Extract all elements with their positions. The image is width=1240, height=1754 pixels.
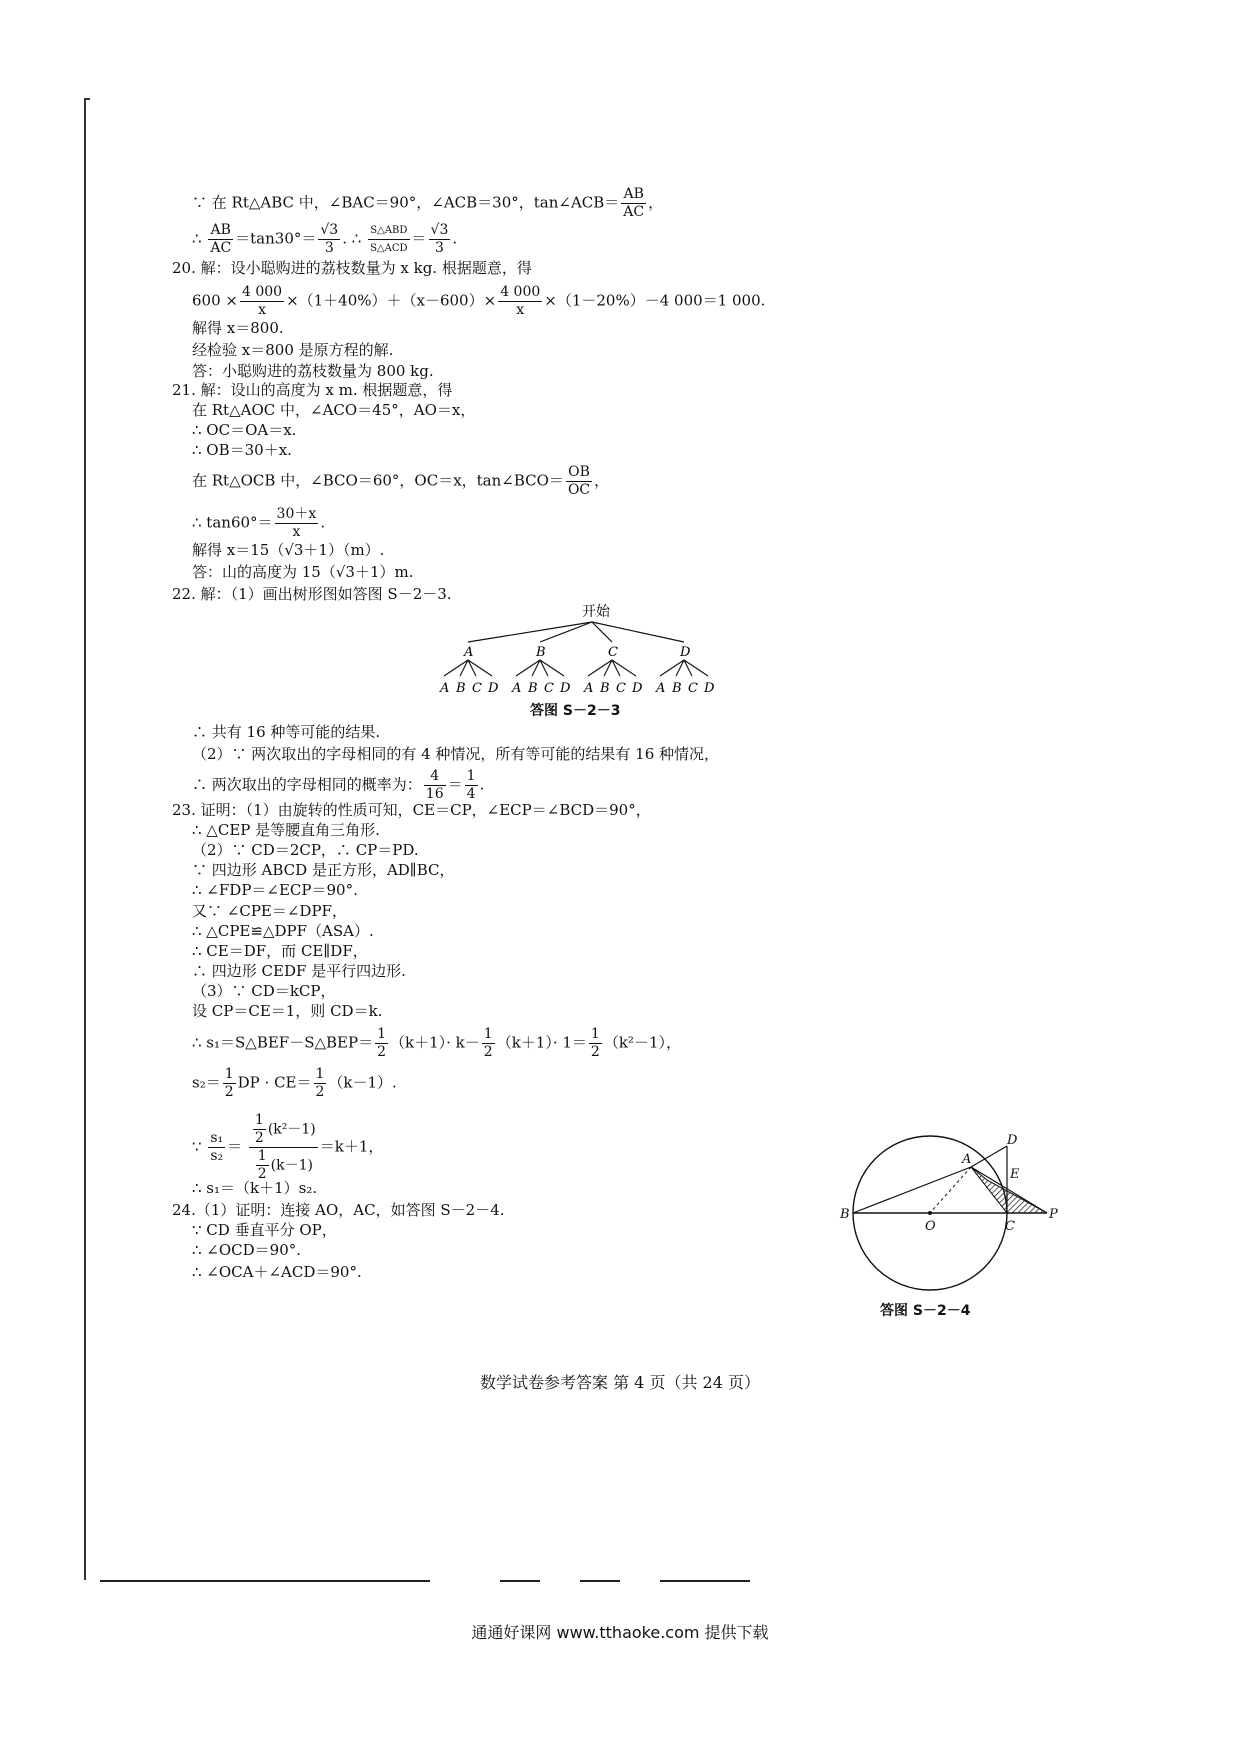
den: AC xyxy=(623,204,645,220)
tree-leaf-cc: C xyxy=(616,681,626,696)
text: ∴ tan60°＝ xyxy=(192,513,273,532)
label-o: O xyxy=(925,1219,936,1234)
num: AB xyxy=(208,222,233,240)
fraction-half xyxy=(314,1066,327,1101)
q23-step-12 xyxy=(192,1066,397,1101)
text: ∴ s₁＝S△BEF－S△BEP＝ xyxy=(192,1033,374,1052)
tree-node-d: D xyxy=(680,645,691,660)
fraction xyxy=(465,768,478,803)
circle-caption: 答图 S－2－4 xyxy=(880,1303,971,1319)
text: . xyxy=(479,775,485,794)
tree-level-1 xyxy=(463,645,691,660)
text: ∴ xyxy=(192,229,202,248)
bottom-rule-1 xyxy=(100,1580,430,1582)
fraction-half xyxy=(253,1112,266,1147)
text: （k＋1）· 1＝ xyxy=(496,1033,587,1052)
q20-step-1: 解得 x＝800. xyxy=(192,319,284,337)
num: 1 xyxy=(377,1026,387,1042)
num: 1 xyxy=(254,1112,264,1128)
tree-node-c: C xyxy=(608,645,618,660)
text: . ∴ xyxy=(342,229,362,248)
den: 2 xyxy=(257,1166,267,1182)
fraction xyxy=(240,284,284,319)
bottom-rule-3 xyxy=(580,1580,620,1582)
den: 2 xyxy=(315,1084,325,1100)
q20-heading: 20. 解：设小聪购进的荔枝数量为 x kg. 根据题意，得 xyxy=(172,259,532,277)
q21-answer: 答：山的高度为 15（√3＋1）m. xyxy=(192,563,414,581)
label-a: A xyxy=(962,1152,972,1167)
q21-step-2: ∴ OC＝OA＝x. xyxy=(192,421,297,439)
circle-figure xyxy=(840,1130,1070,1310)
text: . xyxy=(452,229,458,248)
num: 4 000 xyxy=(241,284,283,300)
tree-leaf-ac: C xyxy=(472,681,482,696)
num: AB xyxy=(621,186,646,204)
page-footer: 数学试卷参考答案 第 4 页（共 24 页） xyxy=(480,1373,760,1392)
q21-step-1: 在 Rt△AOC 中，∠ACO＝45°，AO＝x， xyxy=(192,401,476,419)
den: x xyxy=(516,302,525,318)
den: 2 xyxy=(483,1044,493,1060)
tree-leaf-dd: D xyxy=(704,681,715,696)
den: 2 xyxy=(224,1084,234,1100)
text: (k²－1) xyxy=(267,1121,316,1138)
q23-step-3: ∵ 四边形 ABCD 是正方形，AD∥BC， xyxy=(192,861,455,879)
num: OB xyxy=(566,464,592,482)
text: ， xyxy=(594,471,610,490)
num xyxy=(249,1112,318,1148)
num: S△ABD xyxy=(368,222,409,240)
tree-leaf-ad: D xyxy=(488,681,499,696)
fraction xyxy=(208,222,233,257)
tree-leaf-db: B xyxy=(672,681,682,696)
q23-step-1: ∴ △CEP 是等腰直角三角形. xyxy=(192,821,380,839)
q24-step-3: ∴ ∠OCA＋∠ACD＝90°. xyxy=(192,1263,362,1281)
q22-step-1: ∴ 共有 16 种等可能的结果. xyxy=(192,723,381,741)
tree-leaf-cd: D xyxy=(632,681,643,696)
text: ∵ 在 Rt△ABC 中，∠BAC＝90°，∠ACB＝30°，tan∠ACB＝ xyxy=(192,193,620,212)
q23-step-2: （2）∵ CD＝2CP，∴ CP＝PD. xyxy=(192,841,419,859)
q21-step-6: 解得 x＝15（√3＋1）（m）. xyxy=(192,541,385,559)
tree-node-b: B xyxy=(536,645,546,660)
bottom-rule-2 xyxy=(500,1580,540,1582)
num: 4 xyxy=(424,768,446,786)
label-c: C xyxy=(1005,1219,1015,1234)
den: 2 xyxy=(590,1044,600,1060)
text: ×（1＋40%）＋（x－600）× xyxy=(286,291,497,310)
q24-heading: 24.（1）证明：连接 AO，AC，如答图 S－2－4. xyxy=(172,1201,505,1219)
q22-heading: 22. 解：（1）画出树形图如答图 S－2－3. xyxy=(172,585,452,603)
q21-step-3: ∴ OB＝30＋x. xyxy=(192,441,292,459)
den: 3 xyxy=(324,240,334,256)
den: x xyxy=(292,524,301,540)
q24-step-1: ∵ CD 垂直平分 OP， xyxy=(192,1221,337,1239)
num: 1 xyxy=(257,1148,267,1164)
fraction xyxy=(566,464,592,499)
tree-leaf-bc: C xyxy=(544,681,554,696)
den: OC xyxy=(567,482,591,498)
fraction-half xyxy=(482,1026,495,1061)
den: AC xyxy=(210,240,232,256)
num: 30＋x xyxy=(276,506,317,522)
num: √3 xyxy=(430,222,449,238)
text: （k²－1）， xyxy=(603,1033,681,1052)
label-e: E xyxy=(1010,1167,1020,1182)
q23-conclusion: ∴ s₁＝（k＋1）s₂. xyxy=(192,1179,318,1197)
num: 1 xyxy=(466,768,476,784)
num: 1 xyxy=(590,1026,600,1042)
text: ＝ xyxy=(411,229,427,248)
tree-root-branches xyxy=(468,622,684,642)
tree-leaf-ab: B xyxy=(456,681,466,696)
tree-leaf-aa: A xyxy=(440,681,450,696)
num: 1 xyxy=(224,1066,234,1082)
text: ∵ xyxy=(192,1137,202,1156)
den: x xyxy=(258,302,266,318)
shaded-triangle xyxy=(874,1160,942,1213)
num: 1 xyxy=(315,1066,325,1082)
tree-caption: 答图 S－2－3 xyxy=(530,703,621,719)
fraction-half xyxy=(223,1066,236,1101)
q19-line-tan xyxy=(192,186,663,221)
tree-leaf-bb: B xyxy=(528,681,538,696)
text: s₂＝ xyxy=(192,1073,221,1092)
text: （k＋1）· k－ xyxy=(390,1033,480,1052)
den: S△ACD xyxy=(370,243,408,254)
den: 2 xyxy=(377,1044,387,1060)
tree-leaf-ca: A xyxy=(584,681,594,696)
text: （k－1）. xyxy=(328,1073,397,1092)
fraction xyxy=(498,284,542,319)
text: ＝k＋1， xyxy=(319,1137,384,1156)
q20-answer: 答：小聪购进的荔枝数量为 800 kg. xyxy=(192,362,434,380)
q22-step-2: （2）∵ 两次取出的字母相同的有 4 种情况，所有等可能的结果有 16 种情况， xyxy=(192,745,720,763)
text: ＝tan30°＝ xyxy=(235,229,317,248)
den: 16 xyxy=(425,786,444,802)
den: 3 xyxy=(434,240,444,256)
fraction-ab-ac xyxy=(621,186,646,221)
num: √3 xyxy=(320,222,339,238)
fraction xyxy=(318,222,340,257)
tree-leaf-ba: A xyxy=(512,681,522,696)
q23-step-5: 又∵ ∠CPE＝∠DPF， xyxy=(192,902,347,920)
fraction xyxy=(429,222,451,257)
watermark: 通通好课网 www.tthaoke.com 提供下载 xyxy=(471,1623,769,1642)
center-dot xyxy=(928,1211,932,1215)
num: s₁ xyxy=(210,1130,224,1146)
line-ba xyxy=(853,1167,971,1213)
q21-step-5 xyxy=(192,506,325,541)
text: 在 Rt△OCB 中，∠BCO＝60°，OC＝x，tan∠BCO＝ xyxy=(192,471,564,490)
den: 2 xyxy=(254,1130,264,1146)
q20-equation xyxy=(192,284,765,319)
fraction-half xyxy=(589,1026,602,1061)
text: (k－1) xyxy=(270,1157,313,1174)
q20-step-2: 经检验 x＝800 是原方程的解. xyxy=(192,341,394,359)
q23-step-11 xyxy=(192,1026,681,1061)
text: ＝ xyxy=(447,775,463,794)
text: ， xyxy=(648,193,664,212)
num: 4 000 xyxy=(500,284,541,300)
q23-step-13 xyxy=(192,1112,383,1183)
q24-step-2: ∴ ∠OCD＝90°. xyxy=(192,1241,302,1259)
text: DP · CE＝ xyxy=(237,1073,312,1092)
fraction xyxy=(424,768,446,803)
q23-step-9: （3）∵ CD＝kCP， xyxy=(192,982,336,1000)
q23-step-6: ∴ △CPE≌△DPF（ASA）. xyxy=(192,922,374,940)
q22-step-3 xyxy=(192,768,484,803)
fraction xyxy=(275,506,319,541)
q23-step-7: ∴ CE＝DF，而 CE∥DF， xyxy=(192,942,368,960)
tree-leaf-cb: B xyxy=(600,681,610,696)
q21-heading: 21. 解：设山的高度为 x m. 根据题意，得 xyxy=(172,381,453,399)
q23-heading: 23. 证明：（1）由旋转的性质可知，CE＝CP，∠ECP＝∠BCD＝90°， xyxy=(172,801,651,819)
q23-step-10: 设 CP＝CE＝1，则 CD＝k. xyxy=(192,1002,383,1020)
fraction-s1-s2 xyxy=(208,1130,225,1165)
text: ∴ 两次取出的字母相同的概率为： xyxy=(192,775,422,794)
fraction-compound xyxy=(249,1112,318,1183)
den: s₂ xyxy=(210,1148,224,1164)
text: ×（1－20%）－4 000＝1 000. xyxy=(544,291,766,310)
label-p: P xyxy=(1049,1207,1058,1222)
q21-step-4 xyxy=(192,464,609,499)
tree-level-2 xyxy=(439,660,715,696)
text: ＝ xyxy=(227,1137,243,1156)
q19-line-ratio xyxy=(192,222,457,257)
text: . xyxy=(320,513,326,532)
den: 4 xyxy=(466,786,476,802)
fraction-half xyxy=(375,1026,388,1061)
num: 1 xyxy=(483,1026,493,1042)
tree-leaf-bd: D xyxy=(560,681,571,696)
tree-node-a: A xyxy=(464,645,474,660)
line-ao-dashed xyxy=(930,1167,971,1213)
label-b: B xyxy=(840,1207,850,1222)
bottom-rule-4 xyxy=(660,1580,750,1582)
label-d: D xyxy=(1007,1133,1018,1148)
text: 600 × xyxy=(192,291,238,310)
tree-leaf-da: A xyxy=(656,681,666,696)
tree-root: 开始 xyxy=(582,604,610,620)
fraction-area-ratio xyxy=(368,222,409,257)
q23-step-8: ∴ 四边形 CEDF 是平行四边形. xyxy=(192,962,406,980)
tree-leaf-dc: C xyxy=(688,681,698,696)
q23-step-4: ∴ ∠FDP＝∠ECP＝90°. xyxy=(192,881,358,899)
